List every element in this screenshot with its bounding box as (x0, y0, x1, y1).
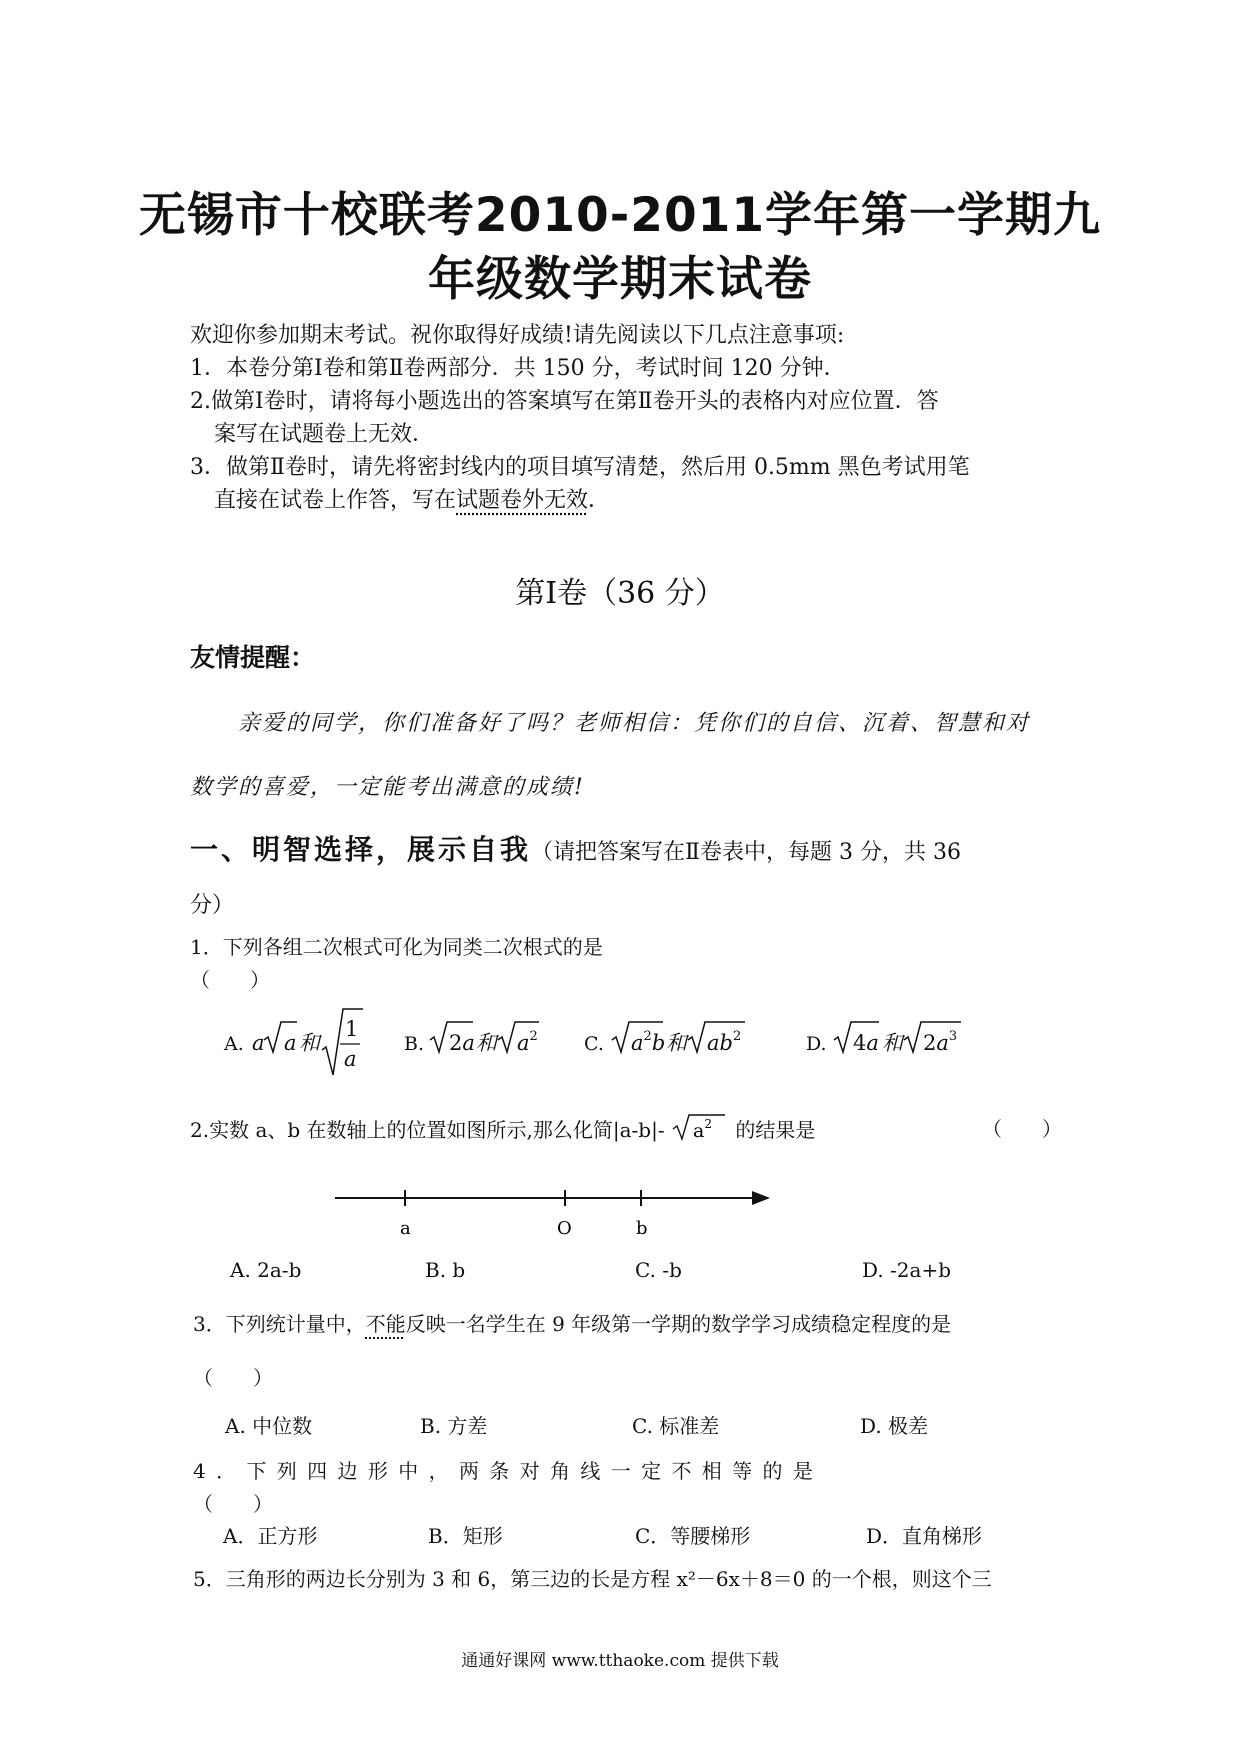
q3-option-a: A. 中位数 (225, 1414, 313, 1438)
q2-radicand: $a^2$ (692, 1117, 712, 1142)
note-2-line1: 2.做第Ⅰ卷时，请将每小题选出的答案填写在第Ⅱ卷开头的表格内对应位置．答 (190, 389, 939, 414)
q4-paren: （ ） (193, 1492, 273, 1516)
number-line-arrow (752, 1191, 770, 1205)
q1-d-he: 和 (882, 1031, 903, 1055)
note-2-line2: 案写在试题卷上无效． (214, 422, 435, 447)
q4-option-a: A．正方形 (223, 1524, 318, 1548)
q1-a-var: a (252, 1031, 265, 1055)
q3-stem-a: 3．下列统计量中， (193, 1312, 366, 1336)
part-title-row (190, 828, 961, 868)
q1-a-den: a (344, 1047, 357, 1071)
q1-option-d-label: D. (806, 1033, 827, 1055)
q3-stem-c: 反映一名学生在 9 年级第一学期的数学学习成绩稳定程度的是 (405, 1312, 952, 1336)
footer-text: 通通好课网 www.tthaoke.com 提供下载 (461, 1651, 779, 1671)
exam-title-line1: 无锡市十校联考2010-2011学年第一学期九 (138, 188, 1102, 243)
q4-option-c: C．等腰梯形 (635, 1524, 751, 1548)
exam-title-line2: 年级数学期末试卷 (428, 252, 812, 307)
welcome-text: 欢迎你参加期末考试。祝你取得好成绩!请先阅读以下几点注意事项: (190, 323, 845, 348)
q4-option-b: B．矩形 (428, 1524, 503, 1548)
note-3-emphasis: 试题卷外无效 (456, 488, 589, 513)
label-b: b (636, 1218, 648, 1239)
q2-sqrt-a2 (671, 1113, 729, 1143)
q1-a-he: 和 (299, 1031, 320, 1055)
q3-paren: （ ） (193, 1366, 273, 1390)
q3-stem (193, 1308, 951, 1337)
q1-b-radicand: 2a (449, 1031, 475, 1055)
q1-a-radicand: a (284, 1031, 297, 1055)
label-a: a (400, 1218, 411, 1239)
q1-option-a-label: A. (224, 1033, 244, 1055)
q1-option-b-label: B. (404, 1033, 425, 1055)
q2-stem-a: 2.实数 a、b 在数轴上的位置如图所示,那么化简|a-b|- (190, 1118, 665, 1142)
q2-stem (190, 1113, 815, 1143)
q1-options (220, 1000, 1020, 1082)
note-3-line2 (214, 483, 610, 514)
section-heading: 第Ⅰ卷（36 分） (515, 576, 725, 611)
q2-paren: （ ） (982, 1117, 1062, 1141)
q4-stem: 4 ． 下 列 四 边 形 中 ， 两 条 对 角 线 一 定 不 相 等 的 是 (193, 1459, 813, 1483)
q1-b-he: 和 (476, 1031, 497, 1055)
q5-stem: 5．三角形的两边长分别为 3 和 6，第三边的长是方程 x²－6x＋8＝0 的一个根，则这个三 (193, 1567, 992, 1591)
q1-d-radicand: 4a (853, 1031, 879, 1055)
q3-emphasis: 不能 (365, 1312, 406, 1336)
label-o: O (557, 1218, 572, 1239)
part-title: 一、明智选择，展示自我 (190, 833, 532, 866)
q1-b-radicand2: $a^2$ (517, 1029, 538, 1055)
q1-c-he: 和 (666, 1031, 687, 1055)
q2-stem-b: 的结果是 (735, 1118, 816, 1142)
q3-option-c: C. 标准差 (632, 1414, 720, 1438)
q1-option-c-label: C. (584, 1033, 604, 1055)
reminder-line2: 数学的喜爱，一定能考出满意的成绩! (190, 775, 585, 800)
q3-option-d: D. 极差 (860, 1414, 929, 1438)
q1-c-radicand2: $ab^2$ (707, 1029, 742, 1055)
note-3-text-c: ． (588, 488, 611, 513)
q2-option-d: D. -2a+b (862, 1258, 952, 1282)
q1-paren: （ ） (190, 968, 270, 992)
q2-option-b: B. b (425, 1258, 466, 1282)
q1-c-radicand: $a^2b$ (631, 1029, 666, 1055)
note-1: 1．本卷分第Ⅰ卷和第Ⅱ卷两部分．共 150 分，考试时间 120 分钟． (190, 356, 846, 381)
part-note: （请把答案写在Ⅱ卷表中，每题 3 分，共 36 (531, 840, 961, 865)
q2-option-c: C. -b (635, 1258, 682, 1282)
number-line (330, 1178, 790, 1248)
q3-option-b: B. 方差 (420, 1414, 488, 1438)
q1-stem: 1．下列各组二次根式可化为同类二次根式的是 (190, 935, 603, 959)
part-note-cont: 分） (190, 893, 235, 918)
note-3-line1: 3．做第Ⅱ卷时，请先将密封线内的项目填写清楚，然后用 0.5mm 黑色考试用笔 (190, 455, 970, 480)
note-3-text-a: 直接在试卷上作答，写在 (214, 488, 457, 513)
reminder-label: 友情提醒： (190, 643, 316, 672)
q1-a-num: 1 (345, 1017, 359, 1041)
q4-option-d: D．直角梯形 (866, 1524, 983, 1548)
q1-d-radicand2: $2a^3$ (923, 1029, 958, 1055)
reminder-line1: 亲爱的同学，你们准备好了吗？老师相信：凭你们的自信、沉着、智慧和对 (238, 711, 1031, 736)
q2-option-a: A. 2a-b (230, 1258, 302, 1282)
